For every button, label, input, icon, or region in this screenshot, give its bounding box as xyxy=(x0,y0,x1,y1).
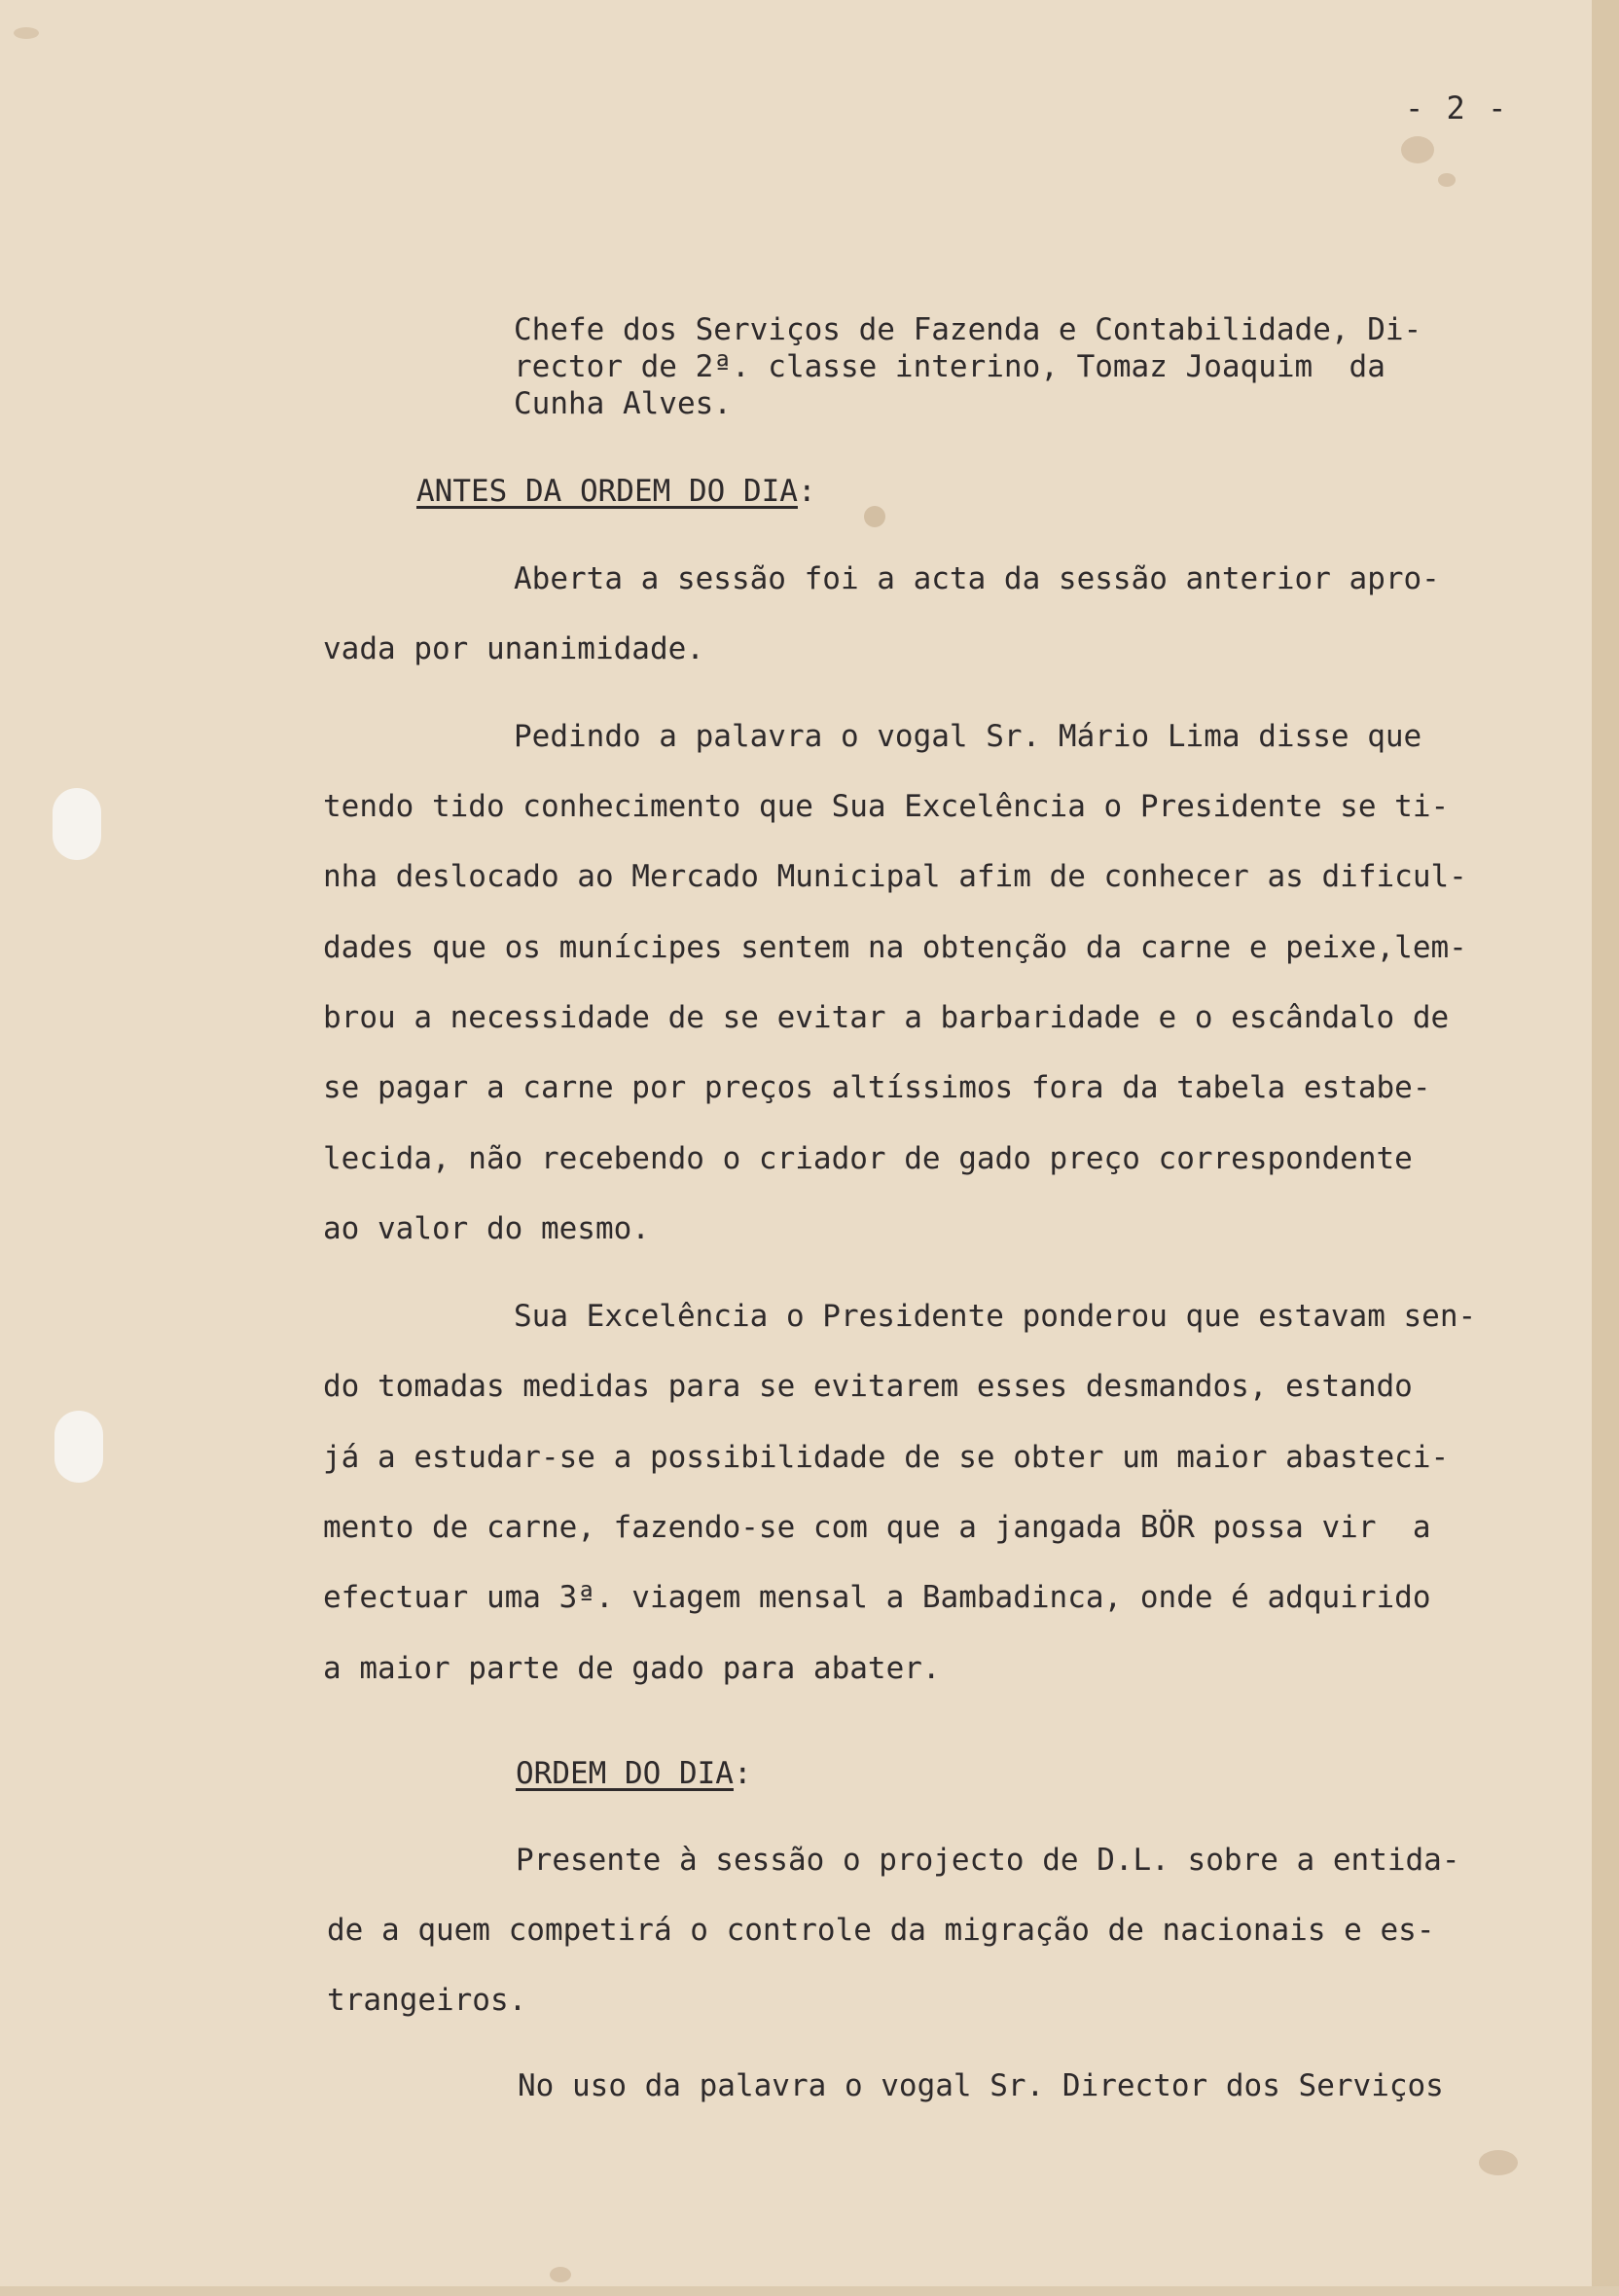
punch-hole xyxy=(54,1411,103,1483)
paragraph-line: a maior parte de gado para abater. xyxy=(323,1651,941,1686)
paragraph-line: Pedindo a palavra o vogal Sr. Mário Lima disse que xyxy=(514,719,1422,754)
paragraph-line: lecida, não recebendo o criador de gado preço correspondente xyxy=(323,1141,1413,1176)
paragraph-line: de a quem competirá o controle da migração de nacionais e es- xyxy=(327,1913,1435,1948)
paper-stain xyxy=(1401,136,1434,163)
section-heading-antes xyxy=(416,473,816,510)
paragraph-line: mento de carne, fazendo-se com que a jangada BÖR possa vir a xyxy=(323,1510,1431,1545)
header-line: rector de 2ª. classe interino, Tomaz Joaquim da xyxy=(514,349,1385,384)
paragraph-line: se pagar a carne por preços altíssimos fora da tabela estabe- xyxy=(323,1070,1431,1105)
paper-stain xyxy=(14,27,39,39)
section-heading-text: ORDEM DO DIA xyxy=(516,1756,734,1791)
paragraph-line: ao valor do mesmo. xyxy=(323,1211,650,1246)
paragraph-line: dades que os munícipes sentem na obtenção da carne e peixe,lem- xyxy=(323,930,1467,965)
page-number: - 2 - xyxy=(1405,90,1509,126)
aged-paper-edge xyxy=(1592,0,1619,2296)
paragraph-line: tendo tido conhecimento que Sua Excelência o Presidente se ti- xyxy=(323,789,1450,824)
heading-colon: : xyxy=(733,1756,752,1791)
paragraph-line: Aberta a sessão foi a acta da sessão anterior apro- xyxy=(514,561,1440,596)
paragraph-line: Presente à sessão o projecto de D.L. sobre a entida- xyxy=(516,1843,1460,1878)
heading-colon: : xyxy=(797,474,816,509)
paragraph-line: já a estudar-se a possibilidade de se obter um maior abasteci- xyxy=(323,1440,1450,1475)
header-line: Cunha Alves. xyxy=(514,386,732,421)
paragraph-line: trangeiros. xyxy=(327,1983,527,2018)
paragraph-line: do tomadas medidas para se evitarem esses desmandos, estando xyxy=(323,1369,1413,1404)
aged-paper-bottom-edge xyxy=(0,2286,1619,2296)
section-heading-text: ANTES DA ORDEM DO DIA xyxy=(416,474,798,509)
paper-stain xyxy=(864,506,885,527)
paper-stain xyxy=(550,2267,571,2282)
punch-hole xyxy=(53,788,101,860)
paragraph-line: brou a necessidade de se evitar a barbaridade e o escândalo de xyxy=(323,1000,1450,1035)
paragraph-line: nha deslocado ao Mercado Municipal afim de conhecer as dificul- xyxy=(323,859,1467,894)
paragraph-line: efectuar uma 3ª. viagem mensal a Bambadinca, onde é adquirido xyxy=(323,1580,1431,1615)
paragraph-line: No uso da palavra o vogal Sr. Director dos Serviços xyxy=(518,2068,1444,2103)
paper-stain xyxy=(1438,173,1456,187)
section-heading-ordem xyxy=(516,1755,752,1792)
paragraph-line: vada por unanimidade. xyxy=(323,631,704,666)
paragraph-line: Sua Excelência o Presidente ponderou que estavam sen- xyxy=(514,1299,1477,1334)
header-line: Chefe dos Serviços de Fazenda e Contabilidade, Di- xyxy=(514,312,1422,347)
paper-stain xyxy=(1479,2150,1518,2175)
